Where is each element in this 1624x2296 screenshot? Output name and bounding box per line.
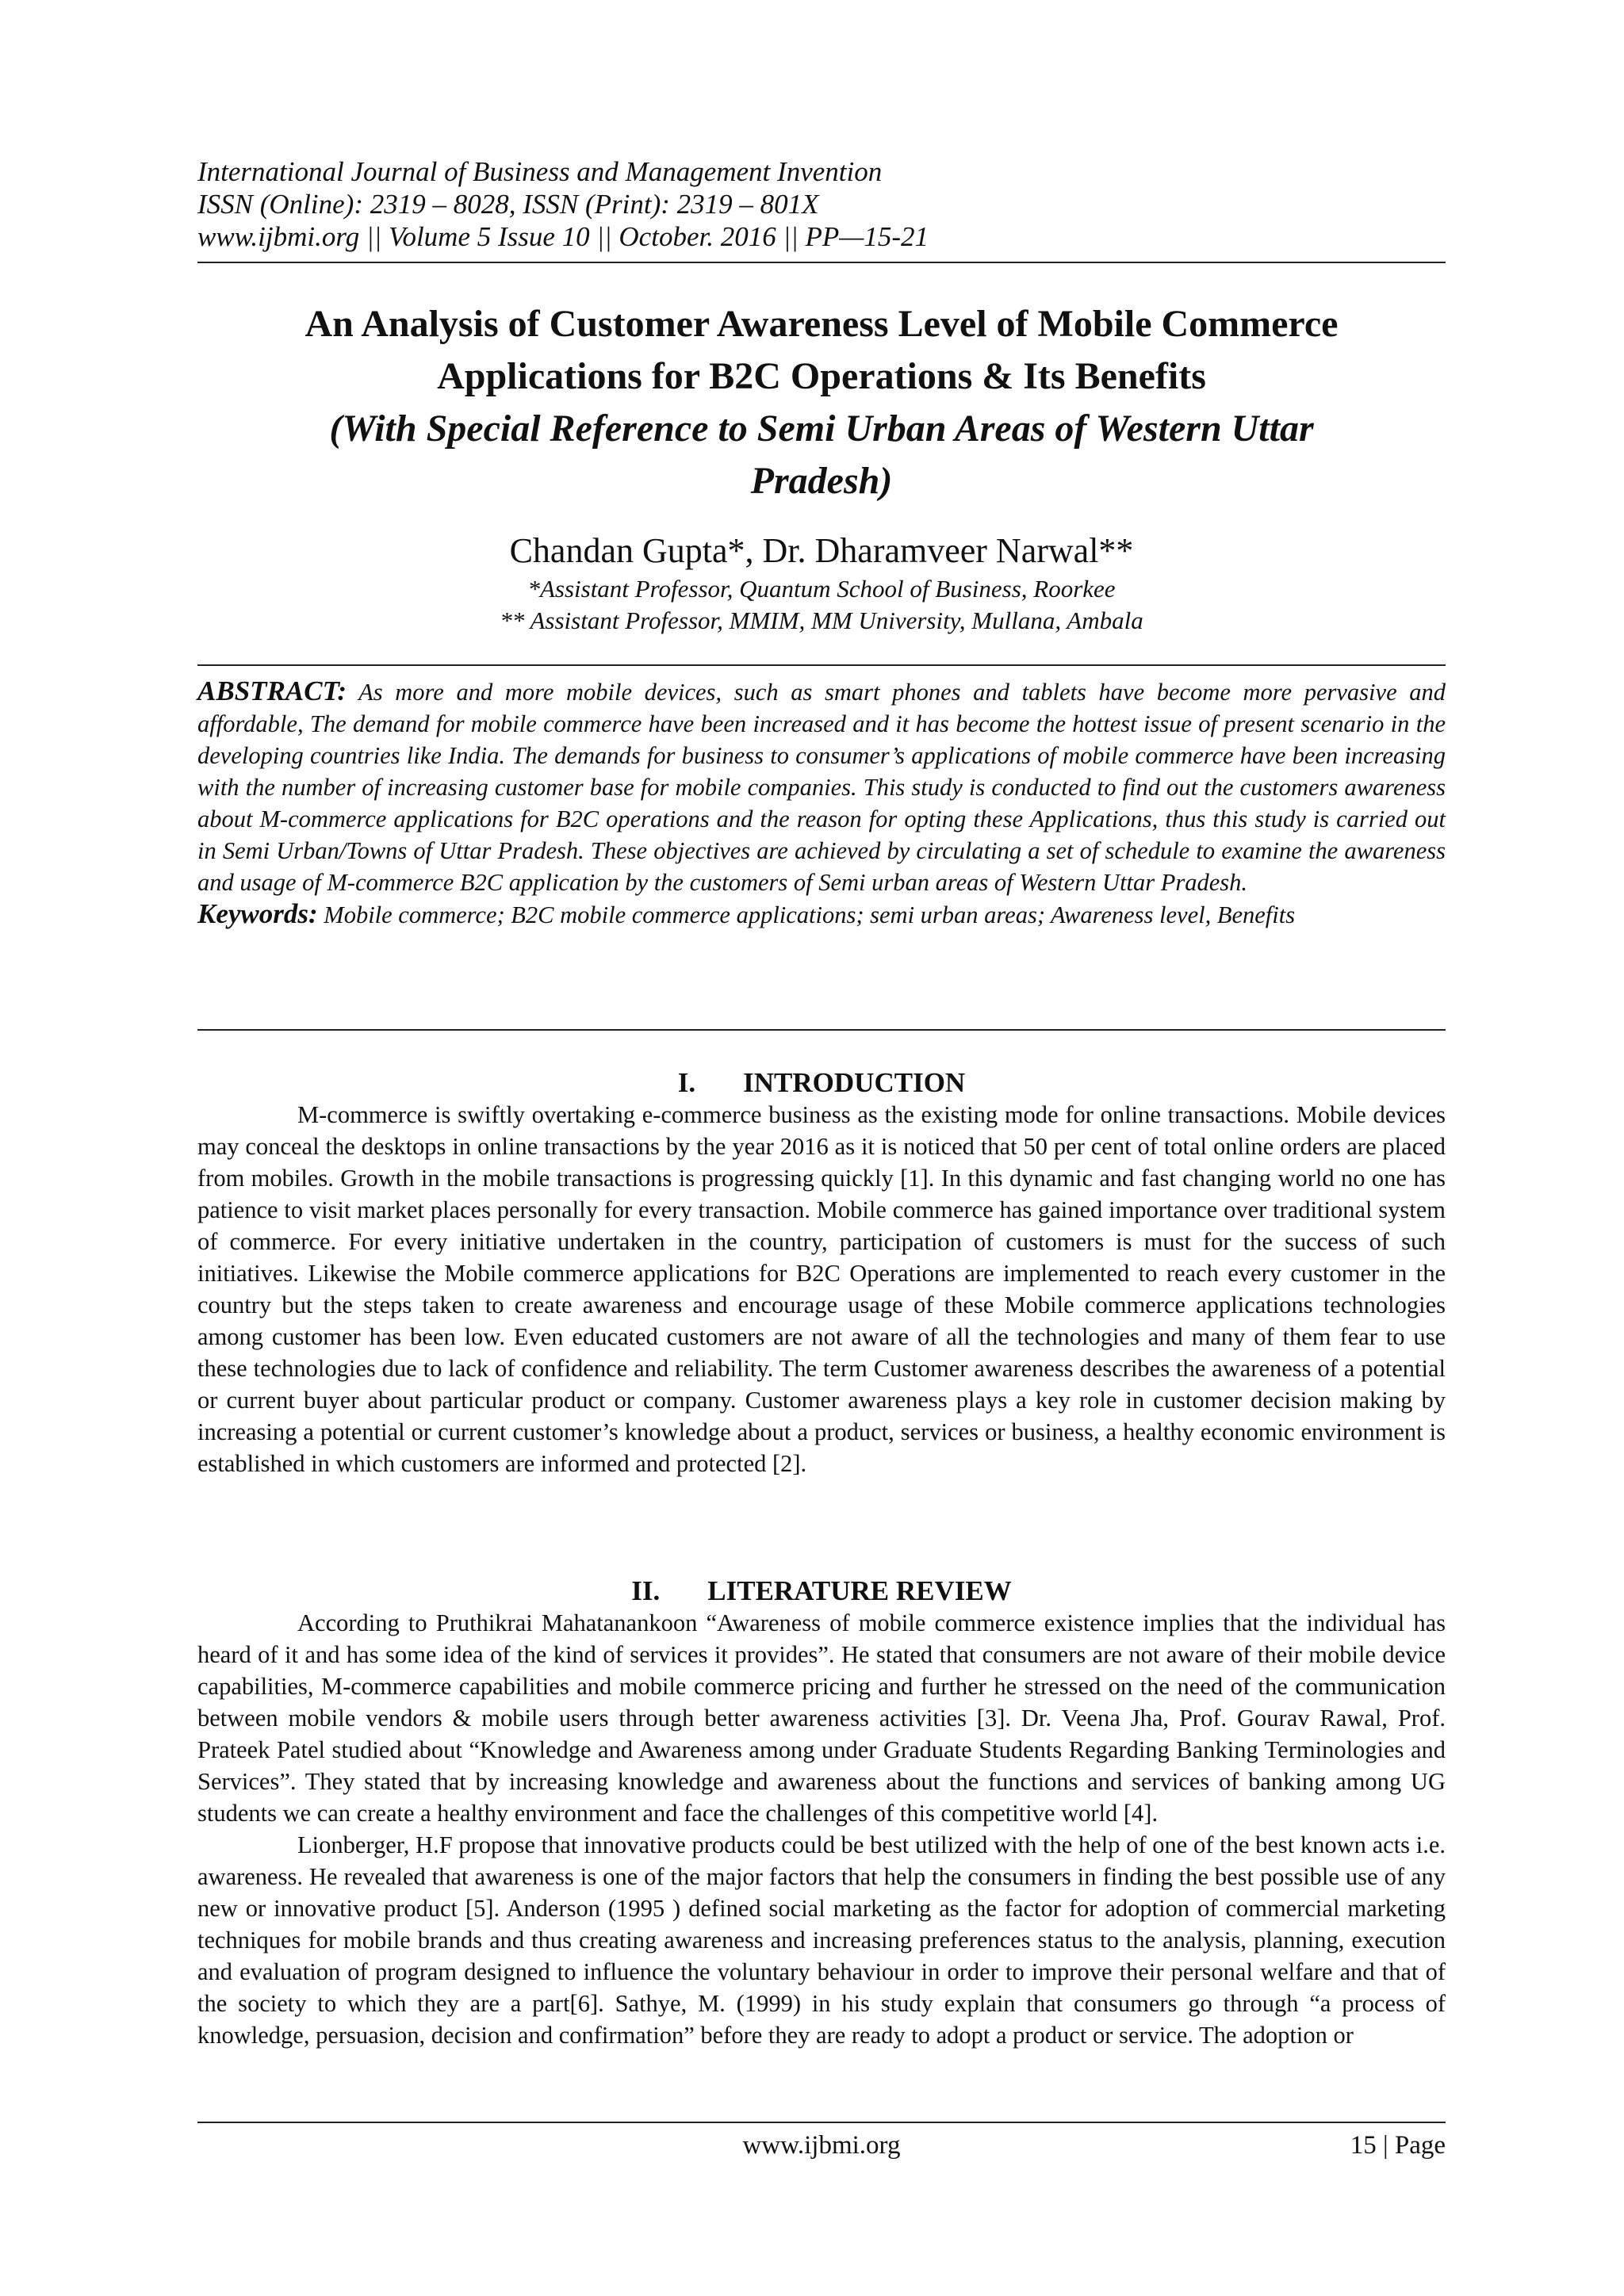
- section-title: INTRODUCTION: [743, 1067, 966, 1098]
- journal-issn: ISSN (Online): 2319 – 8028, ISSN (Print): 2319 – 801X: [197, 189, 819, 220]
- section-number: II.: [631, 1575, 661, 1606]
- paper-title: [197, 298, 1446, 507]
- abstract-top-rule: [197, 664, 1446, 666]
- section-heading-introduction: [197, 1066, 1446, 1100]
- abstract-bottom-rule: [197, 1029, 1446, 1031]
- keywords-paragraph: [197, 898, 1446, 931]
- footer-page-number: 15 | Page: [1350, 2131, 1446, 2160]
- paragraph: According to Pruthikrai Mahatanankoon “Awareness of mobile commerce existence implies that the individual has heard of it and has some idea of the kind of services it provides”. He stated that consumers are not aware of their mobile device capabilities, M-commerce capabilities and mobile commerce pricing and further he stressed on the need of the communication between mobile vendors & mobile users through better awareness activities [3]. Dr. Veena Jha, Prof. Gourav Rawal, Prof. Prateek Patel studied about “Knowledge and Awareness among under Graduate Students Regarding Banking Terminologies and Services”. They stated that by increasing knowledge and awareness about the functions and services of banking among UG students we can create a healthy environment and face the challenges of this competitive world [4].: [197, 1609, 1446, 1827]
- footer-url: www.ijbmi.org: [742, 2131, 901, 2160]
- abstract-paragraph: [197, 675, 1446, 898]
- journal-name: International Journal of Business and Management Invention: [197, 156, 883, 187]
- literature-review-body: [197, 1607, 1446, 2051]
- affiliation-2: ** Assistant Professor, MMIM, MM University, Mullana, Ambala: [500, 607, 1143, 634]
- paragraph: M-commerce is swiftly overtaking e-commerce business as the existing mode for online transactions. Mobile devices may conceal the desktops in online transactions by the year 2016 as it is noticed that 50 per cent of total online orders are placed from mobiles. Growth in the mobile transactions is progressing quickly [1]. In this dynamic and fast changing world no one has patience to visit market places personally for every transaction. Mobile commerce has gained importance over traditional system of commerce. For every initiative undertaken in the country, participation of customers is must for the success of such initiatives. Likewise the Mobile commerce applications for B2C Operations are implemented to reach every customer in the country but the steps taken to create awareness and encourage usage of these Mobile commerce applications technologies among customer has been low. Even educated customers are not aware of all the technologies and many of them fear to use these technologies due to lack of confidence and reliability. The term Customer awareness describes the awareness of a potential or current buyer about particular product or company. Customer awareness plays a key role in customer decision making by increasing a potential or current customer’s knowledge about a product, services or business, a healthy economic environment is established in which customers are informed and protected [2].: [197, 1101, 1446, 1477]
- affiliation-1: *Assistant Professor, Quantum School of Business, Roorkee: [527, 575, 1116, 603]
- introduction-body: [197, 1099, 1446, 1479]
- footer-rule: [197, 2122, 1446, 2123]
- section-heading-literature-review: [197, 1575, 1446, 1608]
- abstract: [197, 675, 1446, 931]
- title-line-4: Pradesh): [750, 460, 893, 502]
- title-line-3: (With Special Reference to Semi Urban Areas of Western Uttar: [329, 408, 1314, 450]
- journal-header: [197, 155, 1446, 253]
- section-number: I.: [677, 1067, 696, 1098]
- section-title: LITERATURE REVIEW: [707, 1575, 1012, 1606]
- title-line-2: Applications for B2C Operations & Its Benefits: [437, 355, 1206, 397]
- abstract-text: As more and more mobile devices, such as smart phones and tablets have become more pervasive and affordable, The demand for mobile commerce have been increased and it has become the hottest issue of present scenario in the developing countries like India. The demands for business to consumer’s applications of mobile commerce have been increasing with the number of increasing customer base for mobile companies. This study is conducted to find out the customers awareness about M-commerce applications for B2C operations and the reason for opting these Applications, thus this study is carried out in Semi Urban/Towns of Uttar Pradesh. These objectives are achieved by circulating a set of schedule to examine the awareness and usage of M-commerce B2C application by the customers of Semi urban areas of Western Uttar Pradesh.: [197, 679, 1446, 896]
- author-names: Chandan Gupta*, Dr. Dharamveer Narwal**: [509, 531, 1134, 570]
- header-rule: [197, 262, 1446, 263]
- title-line-1: An Analysis of Customer Awareness Level of Mobile Commerce: [304, 303, 1339, 345]
- abstract-label: ABSTRACT:: [197, 675, 347, 706]
- keywords-text: Mobile commerce; B2C mobile commerce applications; semi urban areas; Awareness level, Benefits: [324, 901, 1296, 928]
- journal-issue: www.ijbmi.org || Volume 5 Issue 10 || October. 2016 || PP—15-21: [197, 221, 929, 252]
- keywords-label: Keywords:: [197, 898, 318, 929]
- paragraph: Lionberger, H.F propose that innovative products could be best utilized with the help of one of the best known acts i.e. awareness. He revealed that awareness is one of the major factors that help the consumers in finding the best possible use of any new or innovative product [5]. Anderson (1995 ) defined social marketing as the factor for adoption of commercial marketing techniques for mobile brands and thus creating awareness and increasing preferences status to the analysis, planning, execution and evaluation of program designed to influence the voluntary behaviour in order to improve their personal welfare and that of the society to which they are a part[6]. Sathye, M. (1999) in his study explain that consumers go through “a process of knowledge, persuasion, decision and confirmation” before they are ready to adopt a product or service. The adoption or: [197, 1831, 1446, 2049]
